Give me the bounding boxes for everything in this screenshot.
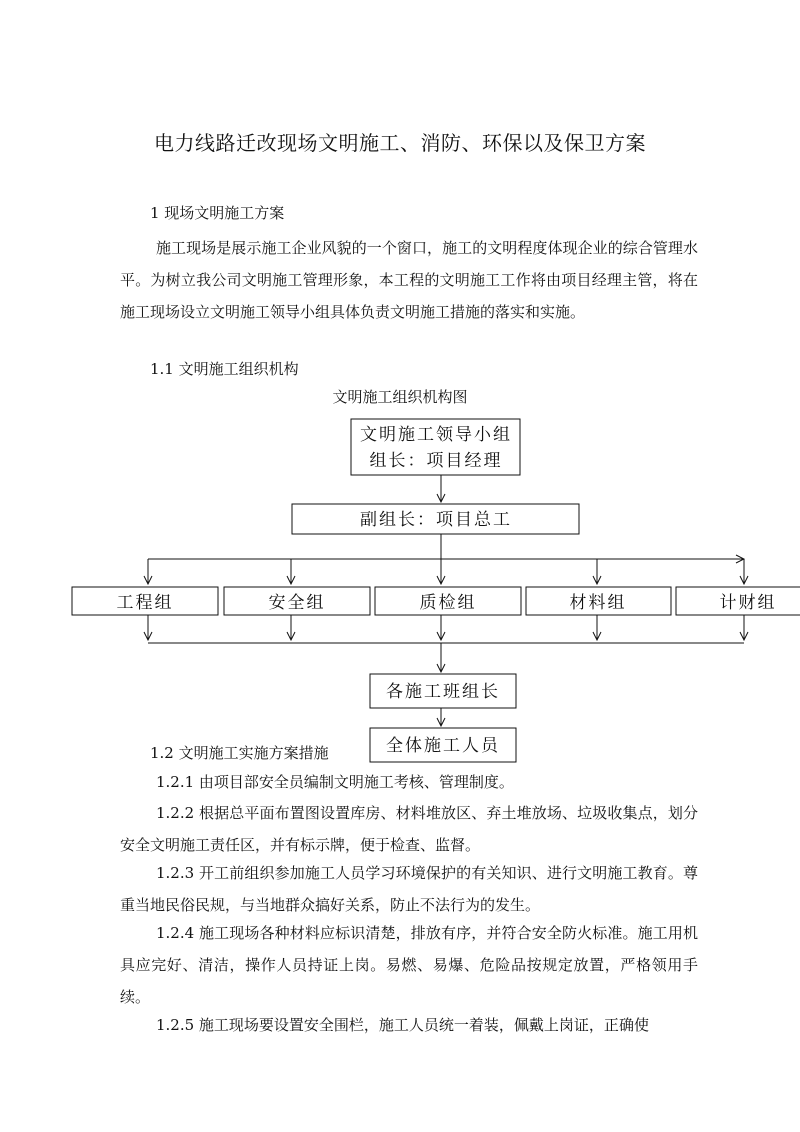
section-heading-1-2: 1.2 文明施工实施方案措施 bbox=[150, 744, 329, 762]
section-heading-1: 1 现场文明施工方案 bbox=[150, 204, 285, 222]
measure-item-4: 1.2.4 施工现场各种材料应标识清楚，排放有序，并符合安全防火标准。施工用机具应完好、清洁，操作人员持证上岗。易燃、易爆、危险品按规定放置，严格领用手续。 bbox=[120, 924, 698, 1006]
intro-paragraph: 施工现场是展示施工企业风貌的一个窗口，施工的文明程度体现企业的综合管理水平。为树立我公司文明施工管理形象，本工程的文明施工工作将由项目经理主管，将在施工现场设立文明施工领导小组具体负责文明施工措施的落实和实施。 bbox=[120, 239, 698, 321]
group-label-quality: 质检组 bbox=[419, 593, 477, 613]
measure-item-1: 1.2.1 由项目部安全员编制文明施工考核、管理制度。 bbox=[156, 773, 514, 791]
measure-item-2: 1.2.2 根据总平面布置图设置库房、材料堆放区、弃土堆放场、垃圾收集点，划分安全文明施工责任区，并有标示牌，便于检查、监督。 bbox=[120, 804, 698, 854]
section-heading-1-1: 1.1 文明施工组织机构 bbox=[150, 360, 299, 378]
deputy-label: 副组长：项目总工 bbox=[360, 510, 512, 530]
measure-item-3: 1.2.3 开工前组织参加施工人员学习环境保护的有关知识、进行文明施工教育。尊重当地民俗民规，与当地群众搞好关系，防止不法行为的发生。 bbox=[120, 864, 698, 914]
group-label-finance: 计财组 bbox=[719, 593, 777, 613]
group-label-materials: 材料组 bbox=[569, 593, 627, 613]
org-chart-caption: 文明施工组织机构图 bbox=[332, 388, 468, 406]
group-label-safety: 安全组 bbox=[268, 593, 326, 613]
team-leaders-label: 各施工班组长 bbox=[386, 682, 500, 702]
all-staff-label: 全体施工人员 bbox=[386, 736, 500, 756]
document-title: 电力线路迁改现场文明施工、消防、环保以及保卫方案 bbox=[154, 131, 646, 155]
leader-group-label: 文明施工领导小组 bbox=[360, 425, 512, 445]
measure-item-5: 1.2.5 施工现场要设置安全围栏，施工人员统一着装，佩戴上岗证，正确使 bbox=[156, 1016, 649, 1034]
group-label-engineering: 工程组 bbox=[116, 593, 174, 613]
leader-label: 组长：项目经理 bbox=[369, 451, 503, 471]
